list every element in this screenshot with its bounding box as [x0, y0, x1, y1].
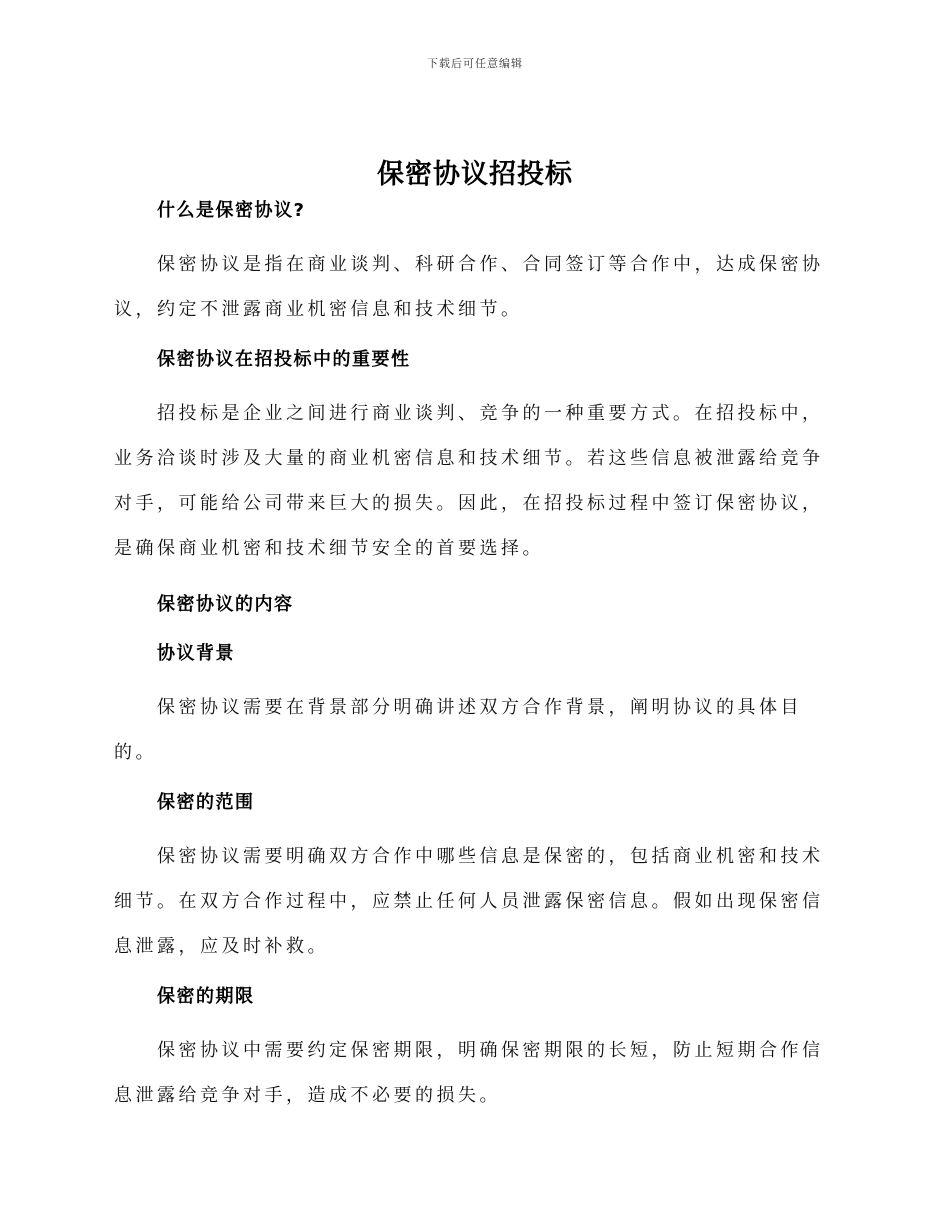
- section-paragraph-what-is: 保密协议是指在商业谈判、科研合作、合同签订等合作中，达成保密协议，约定不泄露商业机密信息和技术细节。: [114, 254, 824, 320]
- spacer: [114, 669, 830, 685]
- page-header-note: 下载后可任意编辑: [427, 57, 523, 70]
- section-paragraph-term: 保密协议中需要约定保密期限，明确保密期限的长短，防止短期合作信息泄露给竞争对手，造成不必要的损失。: [114, 1040, 824, 1106]
- spacer: [114, 775, 830, 788]
- section-paragraph-background: 保密协议需要在背景部分明确讲述双方合作背景，阐明协议的具体目的。: [114, 697, 802, 763]
- section-heading-scope: 保密的范围: [157, 792, 255, 813]
- section-heading-importance: 保密协议在招投标中的重要性: [157, 349, 411, 370]
- section-heading-background: 协议背景: [157, 643, 235, 664]
- spacer: [114, 571, 830, 590]
- spacer: [114, 818, 830, 834]
- section-paragraph-scope: 保密协议需要明确双方合作中哪些信息是保密的，包括商业机密和技术细节。在双方合作过程中，应禁止任何人员泄露保密信息。假如出现保密信息泄露，应及时补救。: [114, 846, 824, 957]
- spacer: [114, 226, 830, 242]
- spacer: [114, 969, 830, 982]
- document-body: [114, 196, 830, 1118]
- section-heading-contents: 保密协议的内容: [157, 594, 294, 615]
- document-title: 保密协议招投标: [377, 159, 573, 190]
- section-paragraph-importance: 招投标是企业之间进行商业谈判、竞争的一种重要方式。在招投标中，业务洽谈时涉及大量的商业机密信息和技术细节。若这些信息被泄露给竞争对手，可能给公司带来巨大的损失。因此，在招投标过程中签订保密协议，是确保商业机密和技术细节安全的首要选择。: [114, 403, 824, 559]
- spacer: [114, 620, 830, 639]
- spacer: [114, 332, 830, 345]
- spacer: [114, 375, 830, 391]
- spacer: [114, 1012, 830, 1028]
- section-heading-term: 保密的期限: [157, 986, 255, 1007]
- section-heading-what-is: 什么是保密协议?: [157, 200, 306, 221]
